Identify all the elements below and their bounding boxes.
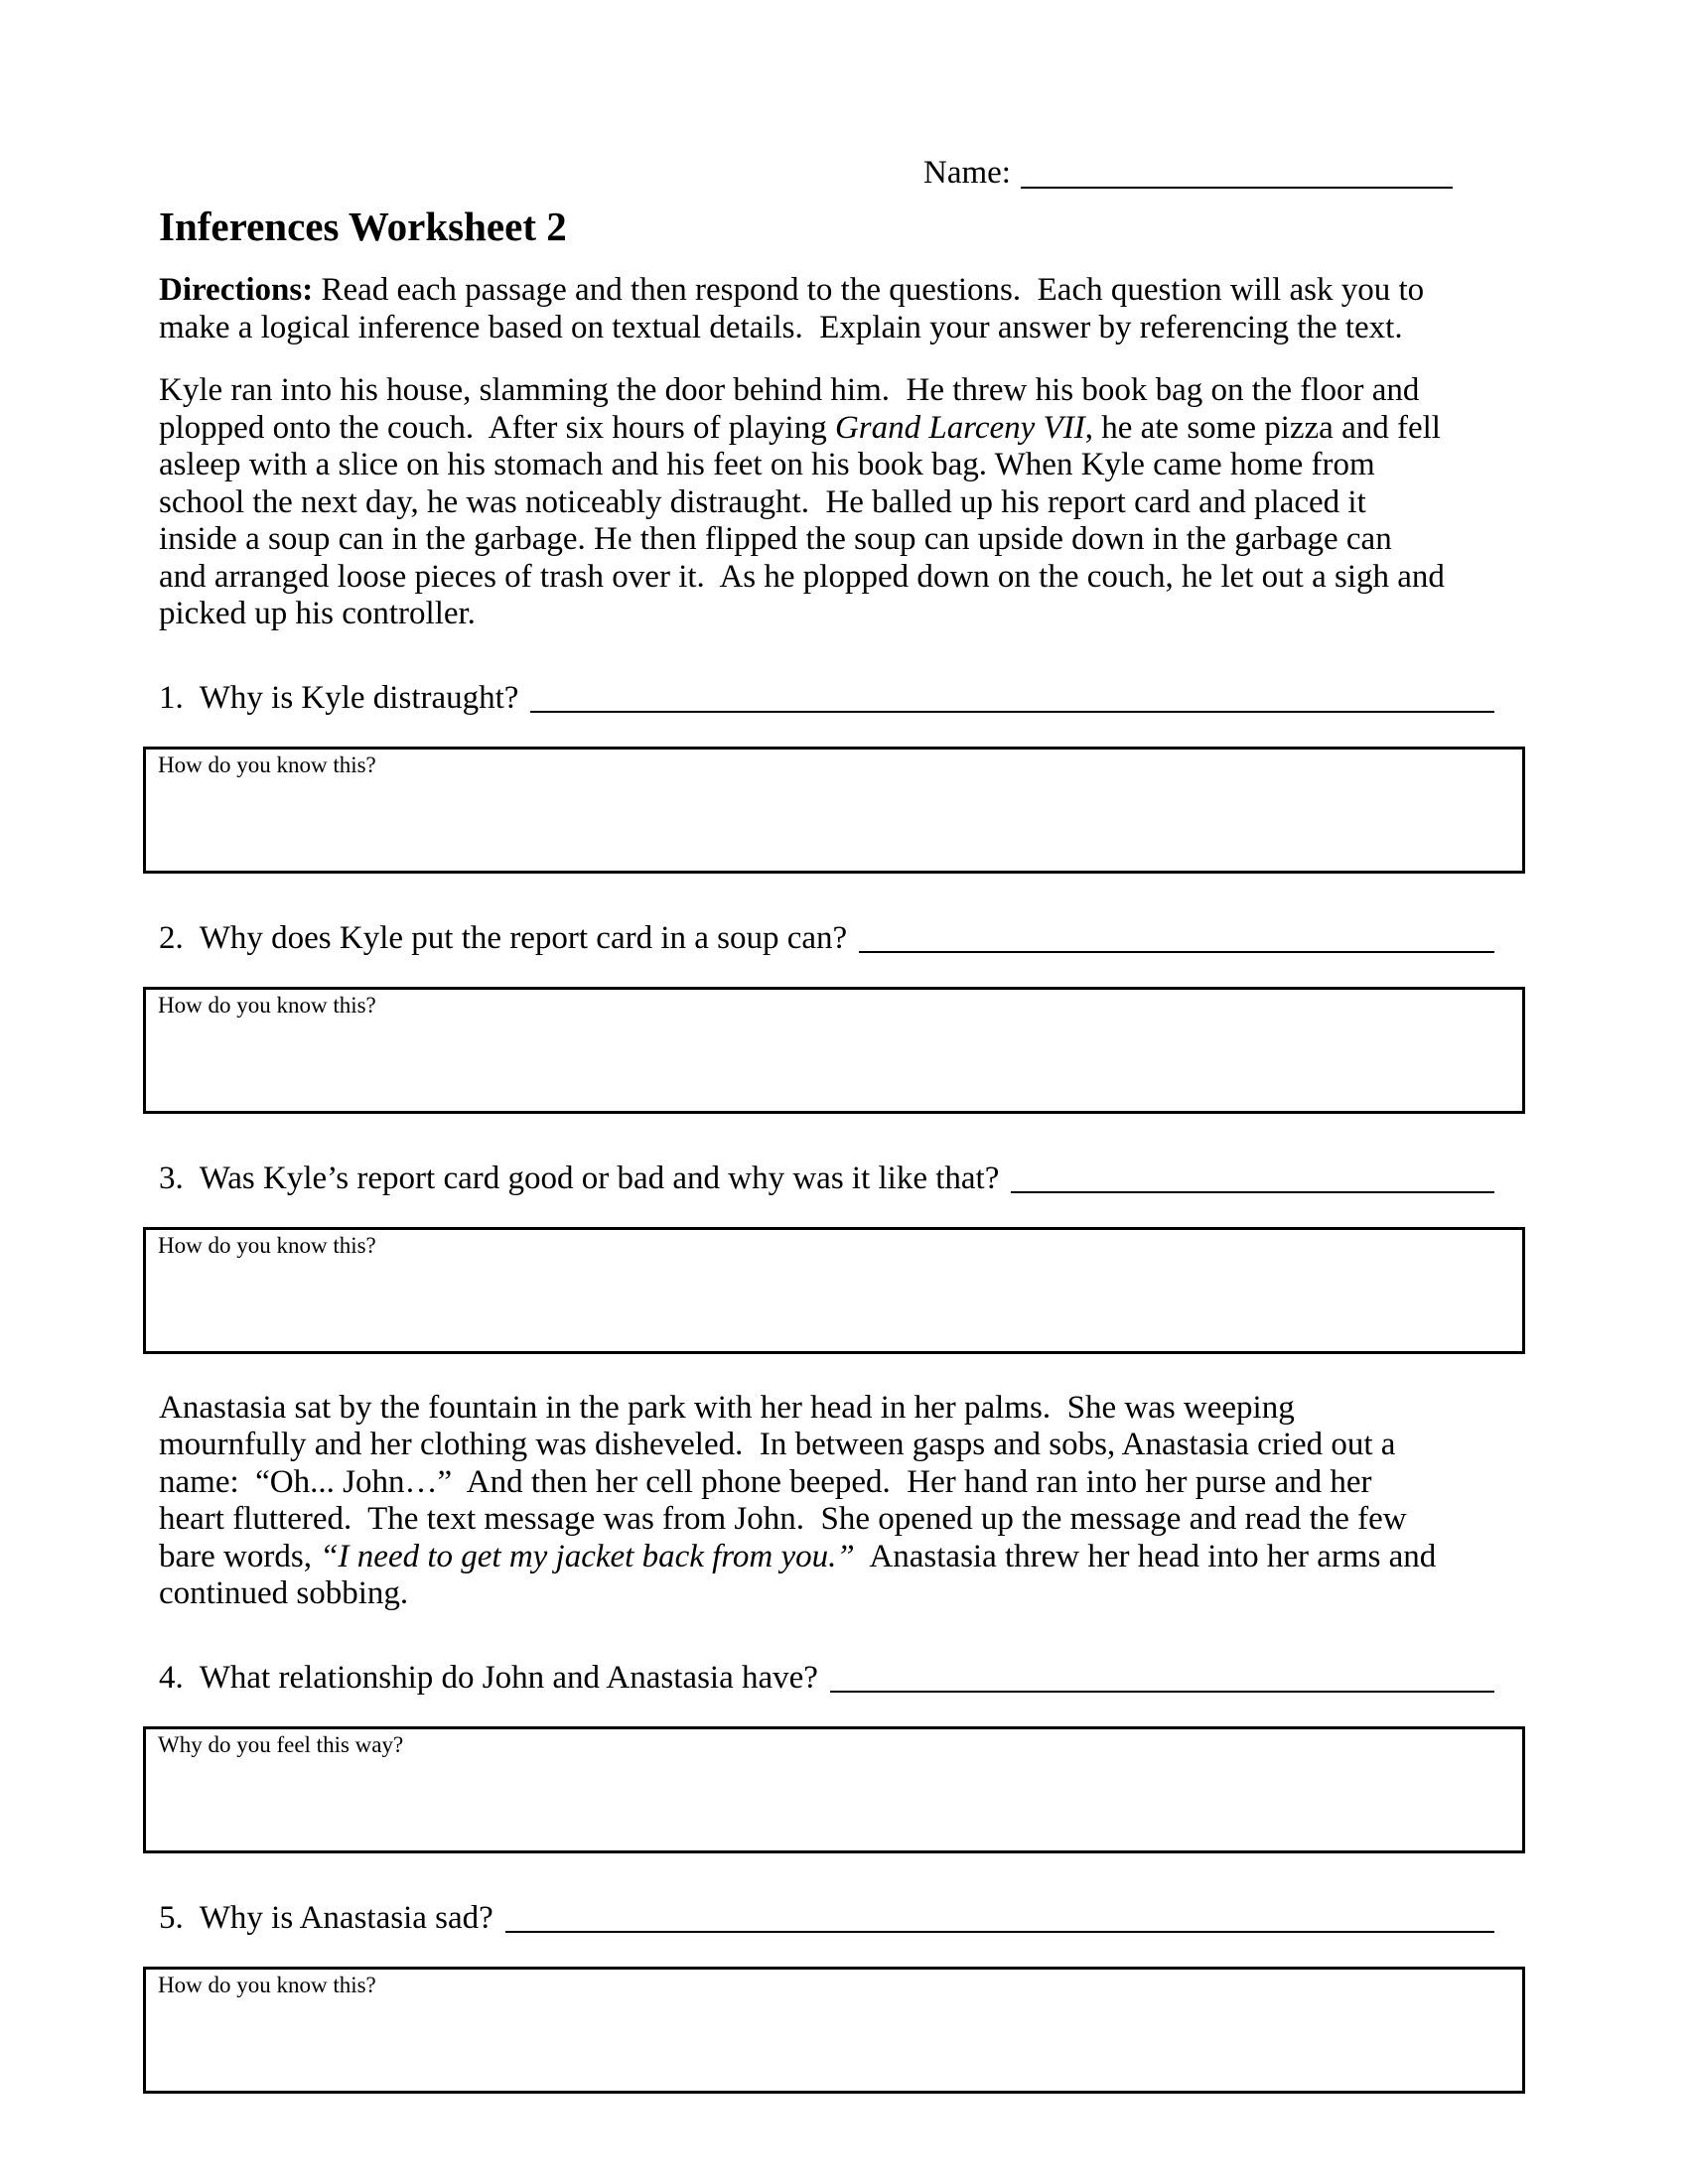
passage-segment: , he ate some pizza and fell asleep with a slice on his stomach and his feet on his book bag. When Kyle came home from school the next day, he was noticeably distraught. He balled up his report card and placed it inside a soup can in the garbage. He then flipped the soup can upside down in the garbage can and arranged loose pieces of trash over it. As he plopped down on the couch, he let out a sigh and picked up his controller. — [159, 409, 1454, 631]
passage-segment: Kyle ran into his house, slamming the door behind him. He threw his book bag on the floor and plopped onto the couch. After six hours of playing — [159, 372, 1428, 446]
answer-blank-line[interactable] — [530, 710, 1494, 713]
answer-box[interactable] — [143, 987, 1525, 1114]
name-row — [923, 154, 1435, 192]
passage-italic-segment: “I need to get my jacket back from you.” — [320, 1538, 855, 1574]
answer-blank-line[interactable] — [859, 950, 1494, 953]
answer-box-label: How do you know this? — [158, 992, 376, 1018]
question-text: Why is Anastasia sad? — [199, 1899, 493, 1936]
answer-box-label: How do you know this? — [158, 1972, 376, 1997]
directions-text: Read each passage and then respond to the questions. Each question will ask you to make a logical inference based on textual details. Explain your answer by referencing the text. — [159, 272, 1433, 345]
answer-blank-line[interactable] — [830, 1690, 1494, 1693]
answer-blank-line[interactable] — [505, 1930, 1494, 1933]
question-number: 5. — [159, 1899, 184, 1936]
answer-box-label: Why do you feel this way? — [158, 1731, 404, 1757]
question-text: Was Kyle’s report card good or bad and why was it like that? — [199, 1160, 1000, 1196]
question-text: Why is Kyle distraught? — [199, 679, 519, 716]
passage-italic-segment: Grand Larceny VII — [834, 409, 1085, 446]
passage-kyle — [159, 372, 1454, 633]
question-number: 1. — [159, 679, 184, 716]
name-label: Name: — [923, 155, 1011, 191]
answer-box[interactable] — [143, 1227, 1525, 1354]
directions-label: Directions: — [159, 272, 314, 308]
question-block-2 — [0, 919, 1688, 1114]
question-block-3 — [0, 1160, 1688, 1354]
directions-paragraph — [159, 271, 1450, 346]
question-line — [159, 1659, 1494, 1697]
name-blank-line[interactable] — [1021, 186, 1453, 189]
answer-box[interactable] — [143, 1726, 1525, 1853]
question-line — [159, 919, 1494, 957]
passage-segment: Anastasia threw her head into her arms and continued sobbing. — [159, 1538, 1445, 1611]
question-number: 4. — [159, 1659, 184, 1696]
question-line — [159, 679, 1494, 717]
answer-box-label: How do you know this? — [158, 1232, 376, 1258]
answer-blank-line[interactable] — [1011, 1190, 1494, 1193]
question-line — [159, 1899, 1494, 1937]
page-title: Inferences Worksheet 2 — [159, 204, 567, 249]
answer-box[interactable] — [143, 747, 1525, 874]
question-block-5 — [0, 1899, 1688, 2094]
answer-box[interactable] — [143, 1967, 1525, 2094]
question-line — [159, 1160, 1494, 1197]
question-number: 2. — [159, 919, 184, 956]
passage-segment: Anastasia sat by the fountain in the park with her head in her palms. She was weeping mournfully and her clothing was disheveled. In between gasps and sobs, Anastasia cried out a name: “Oh... John…” And then her cell phone beeped. Her hand ran into her purse and her heart fluttered. The text message was from John. She opened up the message and read the few bare words, — [159, 1389, 1415, 1574]
question-text: Why does Kyle put the report card in a soup can? — [199, 919, 848, 956]
question-number: 3. — [159, 1160, 184, 1196]
question-block-1 — [0, 679, 1688, 874]
passage-anastasia — [159, 1390, 1445, 1613]
question-block-4 — [0, 1659, 1688, 1853]
answer-box-label: How do you know this? — [158, 751, 376, 777]
question-text: What relationship do John and Anastasia have? — [199, 1659, 818, 1696]
